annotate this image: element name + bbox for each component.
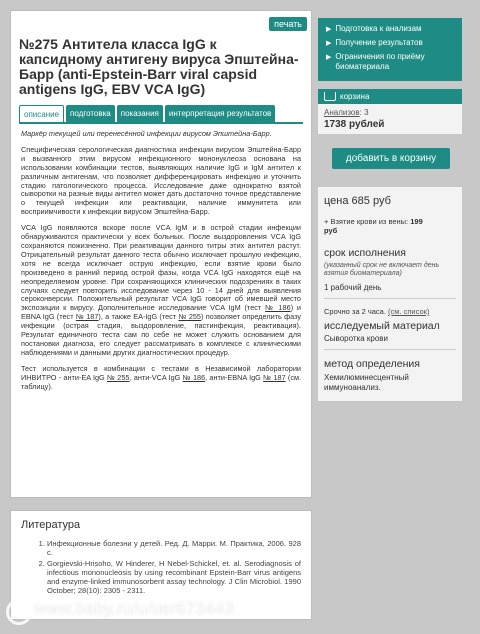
page-title: №275 Антитела класса IgG к капсидному антигену вируса Эпштейна-Барр (anti-Epstein-Barr viral capsid antigens IgG, EBV VCA IgG)	[19, 36, 299, 97]
test-link-255[interactable]: № 255	[178, 312, 201, 322]
nav-item-label: Ограничения по приёму биоматериала	[335, 52, 425, 71]
tab-bar	[19, 105, 303, 124]
blood-draw-fee	[324, 217, 456, 235]
nav-item-preparation[interactable]	[326, 24, 454, 35]
cart-count-value: : 3	[359, 108, 369, 117]
description-content	[19, 124, 303, 391]
watermark-text: www.baby.ru/u/usr673443	[34, 599, 234, 618]
divider	[324, 298, 456, 299]
urgent-label: Срочно за 2 часа.	[324, 307, 386, 316]
left-column	[10, 10, 312, 620]
term-value: 1 рабочий день	[324, 283, 382, 292]
cart-header-label: корзина	[340, 92, 370, 101]
test-link-186[interactable]: № 186	[265, 303, 291, 313]
paragraph-text: , анти-VCA IgG	[129, 372, 181, 382]
urgent-option	[324, 307, 456, 316]
cart-header[interactable]	[318, 89, 462, 104]
test-link-187-b[interactable]: № 187	[263, 372, 286, 382]
nav-item-label: Получение результатов	[335, 38, 423, 47]
urgent-list-link[interactable]: (см. список)	[388, 307, 430, 316]
divider	[324, 349, 456, 350]
arrow-right-icon: ▶	[326, 26, 332, 33]
nav-item-results[interactable]	[326, 38, 454, 49]
paragraph-serology: Специфическая серологическая диагностика инфекции вирусом Эпштейна-Барр и вызванного этим вирусом инфекционного мононуклеоза основана на использовании комбинации тестов, выявляющих наличие IgG и IgM антител к различным антигенам, что позволяет дифференцировать инфекцию и уточнить стадию патологического процесса. Исследование даже однократно взятой сыворотки на разные виды антител может дать достаточно точное представление о текущей инфекции или реактивации, наличие иммунитета или восприимчивости к инфекции вирусом Эпштейна-Барр.	[21, 144, 301, 217]
paragraph-text: (см. таблицу).	[21, 372, 302, 391]
test-link-186-b[interactable]: № 186	[182, 372, 206, 382]
paragraph-text: ) позволяет определить фазу инфекции (острая стадия, выздоровление, пастинфекция, реактивация). Результат единичного теста сам по себе не может служить основанием для постановки диагноза, его следует рассматривать в комплексе с клиническими наблюдениями и данными других диагностических процедур.	[21, 312, 302, 357]
nav-item-restrictions[interactable]	[326, 52, 454, 72]
paragraph-vca-igg	[21, 224, 301, 358]
material-title: исследуемый материал	[324, 320, 440, 332]
fee-value: 199	[410, 217, 423, 226]
cart-summary	[318, 104, 462, 134]
literature-list	[21, 539, 301, 595]
paragraph-combination	[21, 365, 301, 392]
tab-interpretation[interactable]: интерпретация результатов	[165, 105, 275, 122]
right-column	[318, 18, 462, 401]
literature-item: 1. Инфекционные болезни у детей. Ред. Д. Марри. М. Практика, 2006. 928 с.	[47, 539, 301, 557]
paragraph-text: ) и EBNA IgG (тест	[21, 303, 302, 322]
cart-count-link[interactable]: Анализов	[324, 108, 360, 117]
arrow-right-icon: ▶	[326, 40, 332, 47]
material-value: Сыворотка крови	[324, 334, 388, 343]
paragraph-text: , анти-EBNA IgG	[205, 372, 261, 382]
term-title: срок исполнения	[324, 247, 406, 259]
test-link-187[interactable]: № 187	[75, 312, 99, 322]
fee-label: + Взятие крови из вены:	[324, 217, 409, 226]
description-panel	[10, 10, 312, 498]
watermark	[2, 591, 302, 627]
fee-unit: руб	[324, 226, 338, 235]
price: цена 685 руб	[324, 195, 391, 207]
paragraph-text: ), а также EA-IgG (тест	[98, 312, 177, 322]
term-note: (указанный срок не включает день взятия биоматериала)	[324, 262, 440, 277]
tab-description[interactable]: описание	[19, 105, 64, 122]
paragraph-text: VCA IgG появляются вскоре после VCA IgM и в острой стадии инфекции обнаруживаются практически у всех больных. После выздоровления VCA IgG сохраняются пожизненно. При реактивации данного титры этих антител растут. Отрицательный результат данного теста обычно исключает прошлую инфекцию, хотя не всегда исключает острую инфекцию, если взятие крови было произведено в ранний период острой фазы, когда VCA IgG находятся ещё на неопределяемом уровне. При сохраняющихся клинических подозрениях в таких случаях следует повторить исследование через 10 - 14 дней для выявления сероконверсии. Положительный результат VCA IgG говорит об имевшей место экспозиции к вирусу. Дополнительное исследование VCA IgM (тест	[21, 223, 301, 313]
tab-indications[interactable]: показания	[117, 105, 163, 122]
literature-title: Литература	[21, 519, 81, 531]
paragraph-text: Тест используется в комбинации с тестами в Независимой лаборатории ИНВИТРО - анти-EA IgG	[21, 363, 301, 382]
method-title: метод определения	[324, 358, 420, 370]
cart-icon	[324, 92, 336, 101]
add-to-cart-button[interactable]: добавить в корзину	[332, 148, 450, 169]
info-nav	[318, 18, 462, 81]
literature-item: 2. Gorgievski-Hrisoho, W Hinderer, H Nebel-Schickel, et. al. Serodiagnosis of infectious mononucleosis by using recombinant Epstein-Barr virus antigens and enzyme-linked immunosorbent assay technology. J Clin Microbiol. 1990 October; 28(10): 2305 - 2311.	[47, 559, 301, 595]
method-value: Хемилюминесцентный иммуноанализ.	[324, 373, 409, 392]
test-link-255-b[interactable]: № 255	[106, 372, 130, 382]
print-button[interactable]: печать	[269, 17, 307, 31]
tab-preparation[interactable]: подготовка	[66, 105, 115, 122]
arrow-right-icon: ▶	[326, 54, 332, 61]
cart-total: 1738 рублей	[324, 119, 385, 130]
watermark-logo-icon	[2, 595, 30, 623]
test-info	[318, 187, 462, 401]
nav-item-label: Подготовка к анализам	[335, 24, 422, 33]
marker-text: Маркёр текущей или перенесённой инфекции вирусом Эпштейна-Барр.	[21, 129, 272, 138]
cart-count	[324, 108, 456, 117]
